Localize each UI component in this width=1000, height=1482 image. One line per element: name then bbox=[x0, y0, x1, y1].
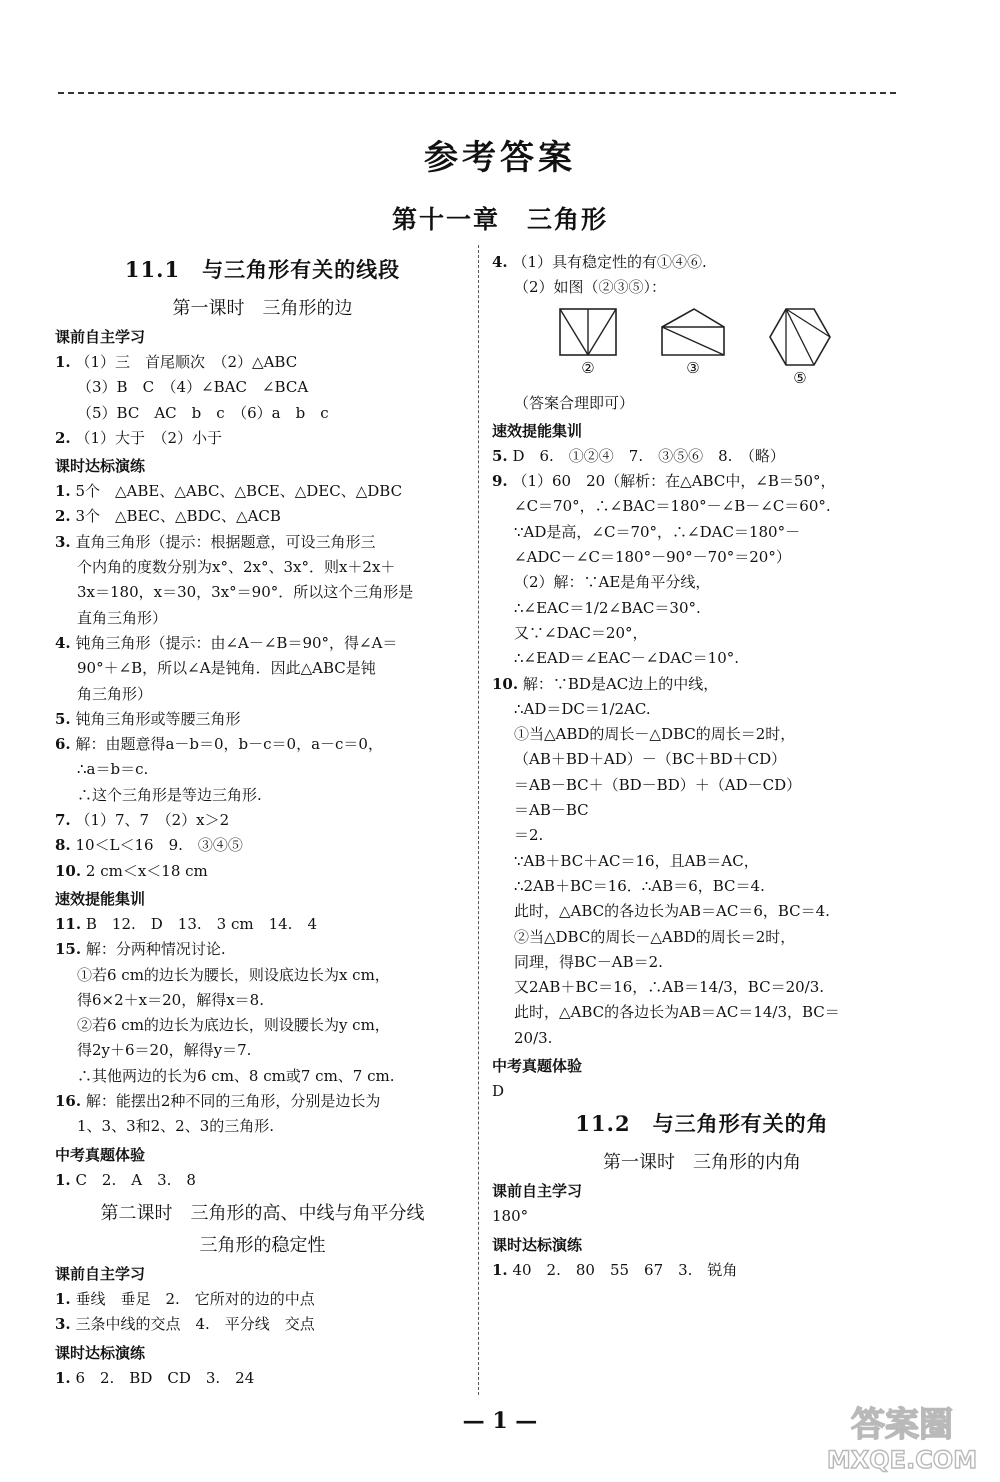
answer-line bbox=[55, 783, 470, 808]
answer-line bbox=[55, 530, 470, 555]
subsection-heading: 课时达标演练 bbox=[55, 457, 146, 476]
answer-line bbox=[55, 401, 470, 426]
answer-line bbox=[492, 747, 912, 772]
answer-text: 得6×2＋x＝20，解得x＝8. bbox=[77, 990, 264, 1009]
answer-text: ②若6 cm的边长为底边长，则设腰长为y cm， bbox=[77, 1016, 390, 1035]
answer-line bbox=[492, 494, 912, 519]
answer-text: 得2y＋6＝20，解得y＝7. bbox=[77, 1041, 252, 1060]
answer-text: 2 cm＜x＜18 cm bbox=[85, 861, 208, 880]
answer-line bbox=[55, 963, 470, 988]
answer-line bbox=[492, 1258, 912, 1283]
question-number: 1. bbox=[55, 1170, 71, 1189]
question-number: 4. bbox=[492, 253, 508, 271]
figure-label: ② bbox=[581, 358, 595, 377]
answer-line bbox=[492, 596, 912, 621]
subsection-heading: 速效提能集训 bbox=[492, 421, 583, 440]
answer-text: 1、3、3和2、2、3的三角形. bbox=[77, 1117, 275, 1136]
question-number: 1. bbox=[55, 1289, 71, 1308]
answer-text: D 6. ①②④ 7. ③⑤⑥ 8. （略） bbox=[512, 446, 785, 465]
answer-line bbox=[492, 1000, 912, 1025]
question-number: 1. bbox=[55, 482, 71, 501]
answer-text: 又∵∠DAC＝20°， bbox=[514, 623, 648, 642]
answer-text: D bbox=[492, 1082, 505, 1101]
answer-line bbox=[55, 833, 470, 858]
answer-line bbox=[55, 479, 470, 504]
answer-line bbox=[492, 391, 912, 416]
question-number: 4. bbox=[55, 633, 71, 652]
answer-line bbox=[55, 426, 470, 451]
answer-text: （3）B C （4）∠BAC ∠BCA bbox=[77, 378, 309, 397]
answer-line bbox=[492, 874, 912, 899]
section-title: 11.1 与三角形有关的线段 bbox=[124, 257, 401, 282]
answer-line bbox=[55, 555, 470, 580]
answer-text: 解：由题意得a－b＝0，b－c＝0，a－c＝0， bbox=[75, 735, 383, 754]
watermark-bottom: MXQE.COM bbox=[826, 1446, 978, 1474]
answer-text: 又2AB＋BC＝16，∴AB＝14/3，BC＝20/3. bbox=[514, 978, 825, 997]
answer-text: 6 2. BD CD 3. 24 bbox=[75, 1368, 255, 1387]
answer-text: （1）60 20（解析：在△ABC中，∠B＝50°， bbox=[512, 472, 836, 491]
answer-text: 角三角形） bbox=[77, 684, 153, 703]
answer-text: ∠ADC－∠C＝180°－90°－70°＝20°） bbox=[514, 548, 791, 567]
answer-line bbox=[55, 1114, 470, 1139]
answer-line bbox=[492, 1204, 912, 1229]
answer-line bbox=[55, 375, 470, 400]
answer-line bbox=[492, 520, 912, 545]
watermark-logo bbox=[822, 1398, 982, 1474]
answer-line bbox=[55, 580, 470, 605]
answer-text: （答案合理即可） bbox=[514, 393, 635, 412]
answer-text: （1）具有稳定性的有①④⑥. bbox=[512, 253, 707, 271]
question-number: 2. bbox=[55, 507, 71, 526]
question-number: 1. bbox=[492, 1260, 508, 1279]
answer-text: C 2. A 3. 8 bbox=[75, 1170, 196, 1189]
answer-text: ∴这个三角形是等边三角形. bbox=[77, 785, 262, 804]
answer-line bbox=[492, 975, 912, 1000]
answer-line bbox=[55, 1312, 470, 1337]
answer-line bbox=[55, 707, 470, 732]
answer-text: ∵AB＋BC＋AC＝16，且AB＝AC， bbox=[514, 851, 759, 870]
answer-text: 90°＋∠B，所以∠A是钝角．因此△ABC是钝 bbox=[77, 659, 376, 678]
answer-text: （1）7、7 （2）x＞2 bbox=[75, 811, 230, 830]
question-number: 10. bbox=[55, 861, 82, 880]
answer-line bbox=[492, 621, 912, 646]
answer-text: ∵AD是高，∠C＝70°，∴∠DAC＝180°－ bbox=[514, 522, 801, 541]
answer-line bbox=[55, 1038, 470, 1063]
answer-text: ②当△DBC的周长－△ABD的周长＝2时， bbox=[514, 927, 796, 946]
answer-line bbox=[492, 925, 912, 950]
question-number: 16. bbox=[55, 1092, 82, 1111]
figure bbox=[768, 307, 832, 389]
answer-text: ①若6 cm的边长为腰长，则设底边长为x cm， bbox=[77, 965, 390, 984]
watermark-top: 答案圈 bbox=[851, 1405, 953, 1445]
answer-line bbox=[55, 1366, 470, 1391]
answer-line bbox=[55, 1089, 470, 1114]
answer-line bbox=[492, 823, 912, 848]
question-number: 6. bbox=[55, 735, 71, 754]
answer-text: ＝2. bbox=[514, 826, 544, 845]
answer-text: ∴其他两边的长为6 cm、8 cm或7 cm、7 cm. bbox=[77, 1066, 395, 1085]
answer-line bbox=[55, 1013, 470, 1038]
chapter-title: 第十一章 三角形 bbox=[391, 205, 608, 234]
answer-line bbox=[55, 808, 470, 833]
answer-text: 解：能摆出2种不同的三角形，分别是边长为 bbox=[85, 1092, 381, 1111]
lesson-title: 第一课时 三角形的内角 bbox=[603, 1152, 801, 1174]
answer-text: 10＜L＜16 9. ③④⑤ bbox=[75, 836, 243, 855]
answer-line bbox=[492, 646, 912, 671]
answer-text: 钝角三角形（提示：由∠A－∠B＝90°，得∠A＝ bbox=[75, 633, 398, 652]
answer-text: ∠C＝70°，∴∠BAC＝180°－∠B－∠C＝60°. bbox=[514, 497, 831, 516]
answer-line bbox=[55, 350, 470, 375]
answer-text: 钝角三角形或等腰三角形 bbox=[75, 709, 241, 728]
answer-line bbox=[55, 912, 470, 937]
answer-line bbox=[492, 899, 912, 924]
column-divider bbox=[478, 245, 479, 1395]
question-number: 15. bbox=[55, 940, 82, 959]
left-column bbox=[55, 250, 470, 1391]
answer-text: 垂线 垂足 2. 它所对的边的中点 bbox=[75, 1289, 315, 1308]
answer-line bbox=[55, 859, 470, 884]
answer-text: 3x＝180，x＝30，3x°＝90°．所以这个三角形是 bbox=[77, 583, 414, 602]
lesson-title: 第一课时 三角形的边 bbox=[172, 298, 353, 319]
question-number: 3. bbox=[55, 532, 71, 551]
question-number: 11. bbox=[55, 914, 82, 933]
answer-text: 3个 △BEC、△BDC、△ACB bbox=[75, 507, 281, 526]
answer-line bbox=[492, 250, 912, 275]
answer-line bbox=[55, 1064, 470, 1089]
answer-text: 解：分两种情况讨论. bbox=[85, 940, 226, 959]
answer-line bbox=[55, 504, 470, 529]
question-number: 7. bbox=[55, 811, 71, 830]
answer-line bbox=[55, 988, 470, 1013]
answer-line bbox=[55, 631, 470, 656]
answer-text: 三条中线的交点 4. 平分线 交点 bbox=[75, 1315, 315, 1334]
answer-line bbox=[492, 697, 912, 722]
question-number: 10. bbox=[492, 674, 519, 693]
answer-text: 同理，得BC－AB＝2. bbox=[514, 952, 663, 971]
answer-line bbox=[492, 444, 912, 469]
subsection-heading: 课前自主学习 bbox=[55, 1264, 146, 1283]
answer-text: ＝AB－BC bbox=[514, 801, 589, 820]
answer-text: （1）三 首尾顺次 （2）△ABC bbox=[75, 353, 298, 371]
answer-text: 40 2. 80 55 67 3. 锐角 bbox=[512, 1260, 738, 1279]
question-number: 3. bbox=[55, 1315, 71, 1334]
answer-line bbox=[55, 937, 470, 962]
question-number: 8. bbox=[55, 836, 71, 855]
answer-line bbox=[492, 849, 912, 874]
answer-text: （AB＋BD＋AD）－（BC＋BD＋CD） bbox=[514, 750, 787, 769]
answer-text: ①当△ABD的周长－△DBC的周长＝2时， bbox=[514, 725, 796, 744]
answer-line bbox=[492, 469, 912, 494]
answer-line bbox=[492, 950, 912, 975]
answer-text: 此时，△ABC的各边长为AB＝AC＝14/3，BC＝ bbox=[514, 1003, 840, 1022]
lesson-title: 第二课时 三角形的高、中线与角平分线 bbox=[100, 1202, 425, 1224]
answer-text: 180° bbox=[492, 1207, 529, 1226]
answer-text: B 12. D 13. 3 cm 14. 4 bbox=[85, 914, 317, 933]
figure bbox=[660, 307, 726, 389]
question-number: 9. bbox=[492, 472, 508, 491]
answer-line bbox=[492, 1079, 912, 1104]
answer-line bbox=[492, 570, 912, 595]
answer-text: ∴∠EAD＝∠EAC－∠DAC＝10°. bbox=[514, 649, 740, 668]
section-title: 11.2 与三角形有关的角 bbox=[575, 1111, 829, 1137]
answer-text: 5个 △ABE、△ABC、△BCE、△DEC、△DBC bbox=[75, 482, 403, 501]
answer-line bbox=[55, 682, 470, 707]
lesson-title: 三角形的稳定性 bbox=[199, 1234, 326, 1256]
question-number: 5. bbox=[55, 709, 71, 728]
answer-text: ∴a＝b＝c. bbox=[77, 760, 149, 779]
answer-text: ∴2AB＋BC＝16．∴AB＝6，BC＝4. bbox=[514, 876, 765, 895]
answer-text: （1）大于 （2）小于 bbox=[75, 428, 223, 447]
answer-text: ＝AB－BC＋（BD－BD）＋（AD－CD） bbox=[514, 775, 802, 794]
subsection-heading: 中考真题体验 bbox=[55, 1145, 146, 1164]
question-number: 5. bbox=[492, 446, 508, 465]
answer-line bbox=[55, 606, 470, 631]
answer-line bbox=[55, 1168, 470, 1193]
answer-line bbox=[492, 672, 912, 697]
figure-label: ③ bbox=[686, 358, 700, 377]
answer-line bbox=[55, 757, 470, 782]
answer-line bbox=[55, 1287, 470, 1312]
subsection-heading: 课时达标演练 bbox=[492, 1235, 583, 1254]
page-number: — 1 — bbox=[462, 1408, 538, 1434]
answer-line bbox=[492, 545, 912, 570]
answer-text: （2）解：∵AE是角平分线， bbox=[514, 573, 711, 592]
right-column bbox=[492, 250, 912, 1283]
answer-text: 个内角的度数分别为x°、2x°、3x°．则x＋2x＋ bbox=[77, 558, 396, 577]
subsection-heading: 速效提能集训 bbox=[55, 889, 146, 908]
answer-text: （5）BC AC b c （6）a b c bbox=[77, 403, 329, 422]
question-number: 1. bbox=[55, 1368, 71, 1387]
subsection-heading: 课时达标演练 bbox=[55, 1343, 146, 1362]
answer-text: 解：∵BD是AC边上的中线， bbox=[522, 674, 719, 693]
answer-line bbox=[492, 275, 912, 300]
answer-text: ∴∠EAC＝1/2∠BAC＝30°. bbox=[514, 598, 701, 617]
page-title: 参考答案 bbox=[424, 138, 576, 178]
answer-text: 直角三角形（提示：根据题意，可设三角形三 bbox=[75, 532, 376, 551]
answer-text: 此时，△ABC的各边长为AB＝AC＝6，BC＝4. bbox=[514, 902, 830, 921]
answer-line bbox=[492, 773, 912, 798]
answer-text: 直角三角形） bbox=[77, 608, 168, 627]
subsection-heading: 中考真题体验 bbox=[492, 1057, 583, 1076]
answer-line bbox=[55, 732, 470, 757]
subsection-heading: 课前自主学习 bbox=[492, 1182, 583, 1201]
answer-text: （2）如图（②③⑤）： bbox=[514, 278, 667, 297]
figure bbox=[558, 307, 618, 389]
answer-text: 20/3. bbox=[514, 1028, 553, 1047]
answer-line bbox=[492, 722, 912, 747]
question-number: 1. bbox=[55, 353, 71, 371]
answer-line bbox=[492, 798, 912, 823]
figure-label: ⑤ bbox=[793, 368, 807, 387]
answer-line bbox=[55, 656, 470, 681]
figure-row bbox=[492, 307, 912, 389]
top-rule bbox=[58, 92, 896, 94]
subsection-heading: 课前自主学习 bbox=[55, 328, 146, 346]
answer-line bbox=[492, 1026, 912, 1051]
answer-text: ∴AD＝DC＝1/2AC. bbox=[514, 699, 651, 718]
question-number: 2. bbox=[55, 428, 71, 447]
